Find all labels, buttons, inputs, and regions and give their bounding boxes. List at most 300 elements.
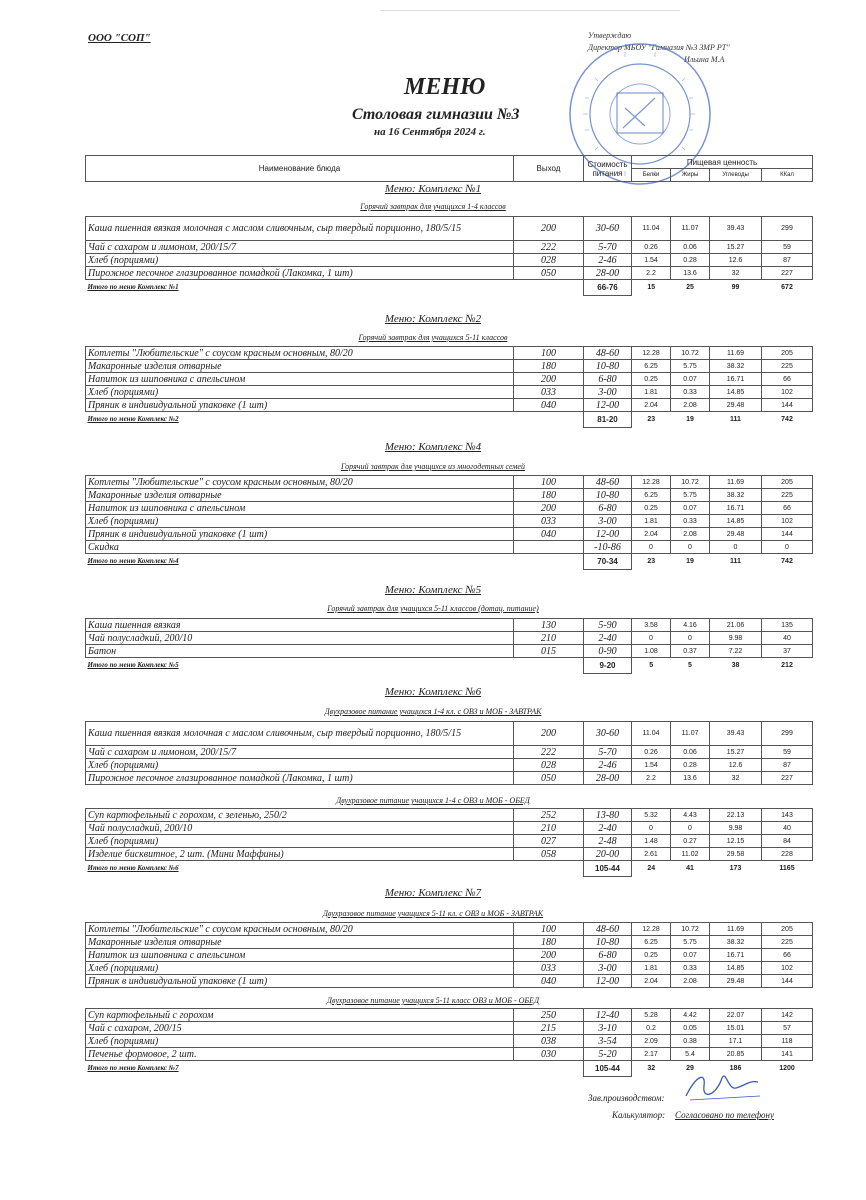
dish-output: 222 (514, 746, 584, 759)
dish-fat: 4.16 (671, 619, 710, 632)
dish-fat: 0.28 (671, 759, 710, 772)
dish-fat: 5.75 (671, 936, 710, 949)
dish-kcal: 66 (762, 373, 813, 386)
dish-carbs: 15.01 (710, 1022, 762, 1035)
dish-cost: 3-10 (584, 1022, 632, 1035)
dish-carbs: 20.85 (710, 1048, 762, 1061)
dish-name: Макаронные изделия отварные (86, 936, 514, 949)
dish-carbs: 29.48 (710, 528, 762, 541)
total-cost: 70-34 (584, 554, 632, 570)
dish-name: Котлеты "Любительские" с соусом красным основным, 80/20 (86, 347, 514, 360)
dish-kcal: 205 (762, 347, 813, 360)
dish-carbs: 11.69 (710, 476, 762, 489)
dish-protein: 0 (632, 541, 671, 554)
total-row (86, 658, 813, 674)
dish-protein: 1.81 (632, 386, 671, 399)
dish-output: 180 (514, 360, 584, 373)
dish-output: 130 (514, 619, 584, 632)
dish-output: 200 (514, 502, 584, 515)
dish-fat: 0.33 (671, 515, 710, 528)
complex-subtitle: Горячий завтрак для учащихся из многодетных семей (341, 462, 525, 471)
dish-kcal: 118 (762, 1035, 813, 1048)
table-row (86, 746, 813, 759)
dish-output: 200 (514, 217, 584, 241)
total-label: Итого по меню Комплекс №5 (87, 661, 179, 670)
total-carbs: 186 (729, 1065, 742, 1073)
dish-carbs: 9.98 (710, 632, 762, 645)
dish-cost: 13-80 (584, 809, 632, 822)
dish-carbs: 38.32 (710, 360, 762, 373)
dish-name: Хлеб (порциями) (86, 515, 514, 528)
dish-carbs: 21.06 (710, 619, 762, 632)
dish-fat: 10.72 (671, 347, 710, 360)
complex-title: Меню: Комплекс №6 (384, 686, 482, 698)
dish-cost: 5-70 (584, 746, 632, 759)
calculator-value: Согласовано по телефону (675, 1110, 774, 1120)
dish-carbs: 7.22 (710, 645, 762, 658)
total-fat: 19 (686, 416, 694, 424)
table-row (86, 502, 813, 515)
dish-protein: 12.28 (632, 347, 671, 360)
dish-cost: 2-40 (584, 632, 632, 645)
dish-name: Каша пшенная вязкая молочная с маслом сливочным, сыр твердый порционно, 180/5/15 (86, 217, 514, 241)
dish-cost: 20-00 (584, 848, 632, 861)
dish-output: 028 (514, 254, 584, 267)
dish-protein: 0.26 (632, 241, 671, 254)
approval-line: Ильина М.А (684, 55, 725, 64)
dish-output: 040 (514, 975, 584, 988)
dish-protein: 11.04 (632, 217, 671, 241)
dish-output: 033 (514, 386, 584, 399)
dish-protein: 0 (632, 822, 671, 835)
dish-fat: 2.08 (671, 975, 710, 988)
table-row (86, 386, 813, 399)
complex-subtitle: Двухразовое питание учащихся 1-4 кл. с ОВЗ и МОБ - ЗАВТРАК (324, 707, 542, 716)
dish-name: Котлеты "Любительские" с соусом красным основным, 80/20 (86, 476, 514, 489)
complex-subtitle: Горячий завтрак для учащихся 5-11 классов (дотац. питание) (327, 604, 539, 613)
dish-cost: 6-80 (584, 373, 632, 386)
total-row (86, 554, 813, 570)
table-row (86, 822, 813, 835)
dish-kcal: 144 (762, 399, 813, 412)
dish-protein: 1.81 (632, 515, 671, 528)
dish-kcal: 143 (762, 809, 813, 822)
total-label: Итого по меню Комплекс №6 (87, 864, 179, 873)
total-protein: 32 (647, 1065, 656, 1073)
dish-carbs: 32 (710, 267, 762, 280)
dish-protein: 1.08 (632, 645, 671, 658)
dish-cost: 48-60 (584, 347, 632, 360)
dish-kcal: 66 (762, 949, 813, 962)
dish-cost: 28-00 (584, 772, 632, 785)
complex-subtitle: Двухразовое питание учащихся 5-11 кл. с ОВЗ и МОБ - ЗАВТРАК (322, 909, 544, 918)
dish-output: 033 (514, 962, 584, 975)
dish-name: Хлеб (порциями) (86, 962, 514, 975)
table-row (86, 217, 813, 241)
dish-name: Напиток из шиповника с апельсином (86, 373, 514, 386)
dish-name: Макаронные изделия отварные (86, 489, 514, 502)
total-row (86, 412, 813, 428)
dish-cost: 12-40 (584, 1009, 632, 1022)
col-carbs-header: Углеводы (710, 169, 762, 182)
total-fat: 25 (686, 284, 694, 292)
dish-output: 100 (514, 923, 584, 936)
table-row (86, 541, 813, 554)
dish-fat: 11.02 (671, 848, 710, 861)
dish-fat: 5.75 (671, 489, 710, 502)
dish-output: 210 (514, 632, 584, 645)
dish-output: 050 (514, 267, 584, 280)
table-row (86, 772, 813, 785)
dish-name: Скидка (86, 541, 514, 554)
organization-name: ООО "СОП" (88, 32, 151, 44)
total-label: Итого по меню Комплекс №1 (87, 283, 179, 292)
dish-protein: 2.2 (632, 772, 671, 785)
complex-subtitle: Горячий завтрак для учащихся 1-4 классов (360, 202, 506, 211)
dish-name: Напиток из шиповника с апельсином (86, 502, 514, 515)
dish-protein: 0.25 (632, 502, 671, 515)
menu-table (85, 808, 813, 877)
table-row (86, 515, 813, 528)
dish-name: Изделие бисквитное, 2 шт. (Мини Маффины) (86, 848, 514, 861)
table-row (86, 962, 813, 975)
dish-fat: 2.08 (671, 528, 710, 541)
table-row (86, 835, 813, 848)
dish-output: 015 (514, 645, 584, 658)
dish-output: 180 (514, 936, 584, 949)
menu-table (85, 475, 813, 570)
total-fat: 29 (686, 1065, 694, 1073)
dish-output: 050 (514, 772, 584, 785)
dish-output: 180 (514, 489, 584, 502)
dish-cost: 30-60 (584, 722, 632, 746)
dish-protein: 2.61 (632, 848, 671, 861)
dish-protein: 2.09 (632, 1035, 671, 1048)
dish-name: Котлеты "Любительские" с соусом красным основным, 80/20 (86, 923, 514, 936)
dish-carbs: 14.85 (710, 515, 762, 528)
dish-name: Хлеб (порциями) (86, 835, 514, 848)
total-fat: 41 (686, 865, 694, 873)
table-row (86, 373, 813, 386)
dish-output (514, 541, 584, 554)
col-protein-header: Белки (632, 169, 671, 182)
dish-carbs: 29.48 (710, 399, 762, 412)
dish-name: Пирожное песочное глазированное помадкой (Лакомка, 1 шт) (86, 772, 514, 785)
dish-fat: 4.42 (671, 1009, 710, 1022)
dish-cost: 12-00 (584, 528, 632, 541)
dish-name: Пряник в индивидуальной упаковке (1 шт) (86, 399, 514, 412)
dish-fat: 2.08 (671, 399, 710, 412)
total-cost: 105-44 (584, 1061, 632, 1077)
table-row (86, 645, 813, 658)
table-row (86, 949, 813, 962)
table-row (86, 360, 813, 373)
table-row (86, 528, 813, 541)
menu-table (85, 618, 813, 674)
dish-carbs: 12.15 (710, 835, 762, 848)
total-label: Итого по меню Комплекс №4 (87, 557, 179, 566)
dish-fat: 11.07 (671, 217, 710, 241)
table-row (86, 759, 813, 772)
dish-carbs: 29.48 (710, 975, 762, 988)
dish-carbs: 12.6 (710, 759, 762, 772)
dish-cost: 2-48 (584, 835, 632, 848)
approval-line: Утверждаю (588, 31, 632, 40)
dish-protein: 1.48 (632, 835, 671, 848)
dish-carbs: 16.71 (710, 373, 762, 386)
dish-carbs: 12.6 (710, 254, 762, 267)
dish-protein: 2.2 (632, 267, 671, 280)
dish-name: Пряник в индивидуальной упаковке (1 шт) (86, 975, 514, 988)
dish-name: Печенье формовое, 2 шт. (86, 1048, 514, 1061)
dish-fat: 0.07 (671, 502, 710, 515)
dish-name: Хлеб (порциями) (86, 254, 514, 267)
dish-output: 222 (514, 241, 584, 254)
table-row (86, 632, 813, 645)
approval-line: Директор МБОУ "Гимназия №3 ЗМР РТ" (588, 43, 730, 52)
total-kcal: 1165 (779, 865, 795, 873)
dish-carbs: 14.85 (710, 962, 762, 975)
dish-protein: 12.28 (632, 476, 671, 489)
dish-kcal: 141 (762, 1048, 813, 1061)
dish-cost: -10-86 (584, 541, 632, 554)
dish-output: 058 (514, 848, 584, 861)
page-title: МЕНЮ (404, 74, 486, 100)
total-fat: 19 (686, 558, 694, 566)
total-row (86, 861, 813, 877)
dish-kcal: 225 (762, 489, 813, 502)
complex-subtitle: Горячий завтрак для учащихся 5-11 классов (358, 333, 508, 342)
col-fat-header: Жиры (671, 169, 710, 182)
complex-title: Меню: Комплекс №5 (384, 584, 482, 596)
complex-title: Меню: Комплекс №7 (384, 887, 482, 899)
dish-protein: 6.25 (632, 360, 671, 373)
dish-output: 040 (514, 528, 584, 541)
col-kcal-header: ККал (762, 169, 813, 182)
dish-output: 030 (514, 1048, 584, 1061)
dish-protein: 0 (632, 632, 671, 645)
total-protein: 15 (647, 284, 656, 292)
page-subtitle: Столовая гимназии №3 (352, 106, 520, 123)
total-carbs: 111 (730, 558, 741, 566)
dish-name: Батон (86, 645, 514, 658)
dish-carbs: 32 (710, 772, 762, 785)
dish-carbs: 16.71 (710, 949, 762, 962)
menu-date: на 16 Сентября 2024 г. (374, 126, 486, 138)
dish-kcal: 102 (762, 515, 813, 528)
dish-protein: 1.54 (632, 254, 671, 267)
dish-kcal: 227 (762, 267, 813, 280)
dish-fat: 0 (671, 822, 710, 835)
dish-cost: 12-00 (584, 975, 632, 988)
total-kcal: 742 (781, 416, 793, 424)
dish-output: 210 (514, 822, 584, 835)
dish-carbs: 38.32 (710, 936, 762, 949)
table-row (86, 923, 813, 936)
dish-cost: 10-80 (584, 489, 632, 502)
dish-kcal: 228 (762, 848, 813, 861)
dish-kcal: 135 (762, 619, 813, 632)
total-cost: 9-20 (584, 658, 632, 674)
dish-fat: 5.4 (671, 1048, 710, 1061)
signature (676, 1066, 766, 1106)
dish-carbs: 9.98 (710, 822, 762, 835)
dish-fat: 11.07 (671, 722, 710, 746)
dish-output: 200 (514, 373, 584, 386)
table-row (86, 975, 813, 988)
table-row (86, 267, 813, 280)
dish-protein: 1.54 (632, 759, 671, 772)
total-kcal: 212 (781, 662, 793, 670)
dish-name: Суп картофельный с горохом (86, 1009, 514, 1022)
total-kcal: 672 (781, 284, 793, 292)
dish-fat: 0 (671, 632, 710, 645)
dish-kcal: 40 (762, 632, 813, 645)
total-label: Итого по меню Комплекс №7 (87, 1064, 179, 1073)
dish-kcal: 225 (762, 936, 813, 949)
dish-output: 100 (514, 347, 584, 360)
dish-name: Каша пшенная вязкая молочная с маслом сливочным, сыр твердый порционно, 180/5/15 (86, 722, 514, 746)
dish-kcal: 57 (762, 1022, 813, 1035)
production-manager-label: Зав.производством: (588, 1093, 665, 1103)
dish-carbs: 15.27 (710, 241, 762, 254)
dish-fat: 0.07 (671, 949, 710, 962)
total-row (86, 280, 813, 296)
complex-subtitle: Двухразовое питание учащихся 1-4 с ОВЗ и МОБ - ОБЕД (336, 796, 530, 805)
dish-output: 100 (514, 476, 584, 489)
dish-output: 027 (514, 835, 584, 848)
table-row (86, 489, 813, 502)
dish-cost: 48-60 (584, 923, 632, 936)
dish-carbs: 15.27 (710, 746, 762, 759)
complex-subtitle: Двухразовое питание учащихся 5-11 класс ОВЗ и МОБ - ОБЕД (326, 996, 540, 1005)
dish-name: Макаронные изделия отварные (86, 360, 514, 373)
total-kcal: 742 (781, 558, 793, 566)
dish-output: 200 (514, 949, 584, 962)
dish-carbs: 22.13 (710, 809, 762, 822)
dish-cost: 10-80 (584, 936, 632, 949)
scan-edge-line (380, 10, 680, 11)
dish-name: Чай с сахаром и лимоном, 200/15/7 (86, 241, 514, 254)
dish-fat: 0.06 (671, 241, 710, 254)
dish-kcal: 84 (762, 835, 813, 848)
dish-cost: 6-80 (584, 949, 632, 962)
dish-output: 200 (514, 722, 584, 746)
table-row (86, 399, 813, 412)
dish-carbs: 0 (710, 541, 762, 554)
dish-fat: 0.33 (671, 962, 710, 975)
dish-protein: 2.04 (632, 399, 671, 412)
column-header-table (85, 155, 813, 182)
dish-cost: 6-80 (584, 502, 632, 515)
dish-fat: 0.06 (671, 746, 710, 759)
dish-carbs: 39.43 (710, 217, 762, 241)
dish-cost: 10-80 (584, 360, 632, 373)
dish-protein: 6.25 (632, 489, 671, 502)
dish-name: Хлеб (порциями) (86, 1035, 514, 1048)
dish-protein: 0.26 (632, 746, 671, 759)
complex-title: Меню: Комплекс №1 (384, 183, 482, 195)
dish-name: Пирожное песочное глазированное помадкой (Лакомка, 1 шт) (86, 267, 514, 280)
dish-output: 252 (514, 809, 584, 822)
table-row (86, 1009, 813, 1022)
table-row (86, 1048, 813, 1061)
dish-carbs: 11.69 (710, 923, 762, 936)
dish-fat: 0.07 (671, 373, 710, 386)
dish-kcal: 66 (762, 502, 813, 515)
dish-protein: 3.58 (632, 619, 671, 632)
dish-kcal: 299 (762, 722, 813, 746)
menu-table (85, 216, 813, 296)
dish-kcal: 37 (762, 645, 813, 658)
calculator-label: Калькулятор: (612, 1110, 666, 1120)
table-row (86, 1035, 813, 1048)
dish-kcal: 225 (762, 360, 813, 373)
table-row (86, 476, 813, 489)
dish-cost: 5-70 (584, 241, 632, 254)
dish-protein: 0.2 (632, 1022, 671, 1035)
dish-kcal: 144 (762, 975, 813, 988)
dish-protein: 2.04 (632, 975, 671, 988)
table-row (86, 1022, 813, 1035)
dish-fat: 13.6 (671, 267, 710, 280)
dish-carbs: 39.43 (710, 722, 762, 746)
col-cost-header: Стоимость питания (584, 156, 632, 182)
dish-fat: 0.28 (671, 254, 710, 267)
complex-title: Меню: Комплекс №4 (384, 441, 482, 453)
dish-kcal: 227 (762, 772, 813, 785)
dish-kcal: 205 (762, 923, 813, 936)
dish-output: 038 (514, 1035, 584, 1048)
menu-table (85, 922, 813, 988)
dish-output: 250 (514, 1009, 584, 1022)
col-out-header: Выход (514, 156, 584, 182)
total-cost: 81-20 (584, 412, 632, 428)
dish-cost: 3-00 (584, 962, 632, 975)
dish-name: Чай с сахаром, 200/15 (86, 1022, 514, 1035)
dish-kcal: 102 (762, 386, 813, 399)
total-fat: 5 (688, 662, 692, 670)
dish-name: Напиток из шиповника с апельсином (86, 949, 514, 962)
dish-kcal: 0 (762, 541, 813, 554)
dish-output: 033 (514, 515, 584, 528)
dish-name: Суп картофельный с горохом, с зеленью, 250/2 (86, 809, 514, 822)
dish-fat: 5.75 (671, 360, 710, 373)
dish-cost: 5-20 (584, 1048, 632, 1061)
table-row (86, 254, 813, 267)
dish-protein: 2.17 (632, 1048, 671, 1061)
dish-kcal: 142 (762, 1009, 813, 1022)
dish-protein: 1.81 (632, 962, 671, 975)
dish-kcal: 87 (762, 254, 813, 267)
table-row (86, 241, 813, 254)
dish-output: 028 (514, 759, 584, 772)
table-row (86, 347, 813, 360)
dish-protein: 5.32 (632, 809, 671, 822)
dish-kcal: 144 (762, 528, 813, 541)
dish-fat: 10.72 (671, 476, 710, 489)
dish-fat: 0 (671, 541, 710, 554)
dish-cost: 0-90 (584, 645, 632, 658)
dish-fat: 13.6 (671, 772, 710, 785)
total-carbs: 99 (731, 284, 740, 292)
total-carbs: 173 (729, 865, 742, 873)
dish-output: 040 (514, 399, 584, 412)
dish-fat: 0.37 (671, 645, 710, 658)
dish-cost: 3-54 (584, 1035, 632, 1048)
dish-carbs: 14.85 (710, 386, 762, 399)
dish-protein: 6.25 (632, 936, 671, 949)
